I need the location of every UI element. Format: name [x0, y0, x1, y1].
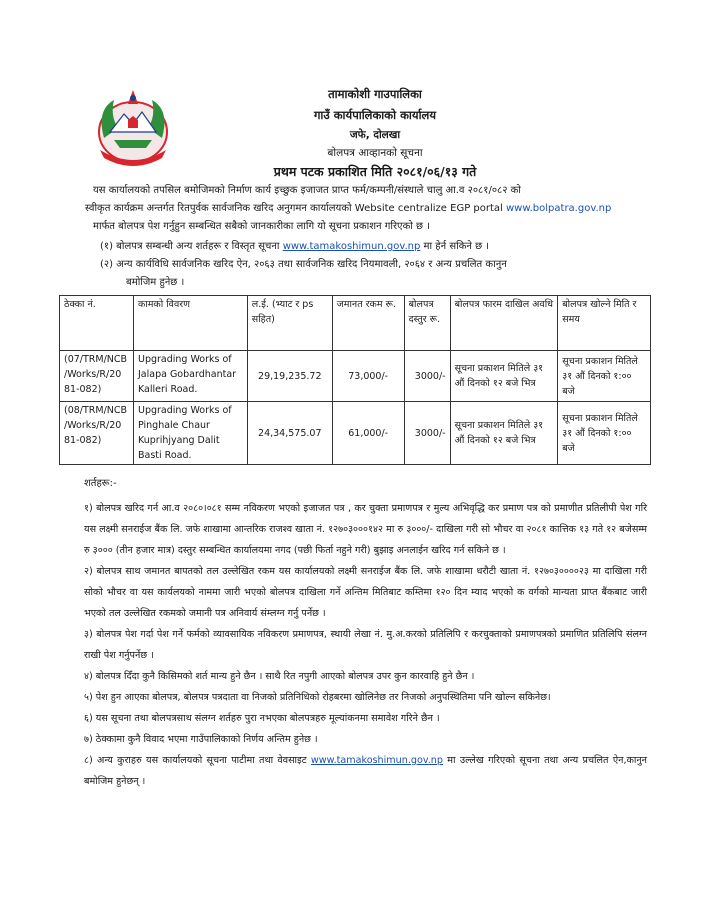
contract-no-cell: (07/TRM/NCB /Works/R/20 81-082) [60, 351, 134, 402]
note-1-tail: मा हेर्न सकिने छ । [420, 241, 490, 252]
submission-period-cell: सूचना प्रकाशन मितिले ३१ औं दिनको १२ बजे भित्र [450, 402, 558, 465]
term-item: ४) बोलपत्र दिँदा कुनै किसिमको शर्त मान्य हुने छैन । साथै रित नपुगी आएको बोलपत्र उपर कुन कारवाहि हुने छैन । [84, 671, 475, 682]
term-item: १) बोलपत्र खरिद गर्न आ.व २०८०।०८१ सम्म नविकरण भएको इजाजत पत्र , कर चुक्ता प्रमाणपत्र र मुल्य अभिवृद्धि कर प्रमाण पत्र को प्रमाणीत प्रतिलीपी पेश गरि यस लक्ष्मी सनराईज बैंक लि. जफे शाखामा आन्तरिक राजश्व खाता नं. १२७०३०००१४२ मा रु ३०००/- दाखिला गरी सो भौचर वा २०८१ कात्तिक १३ गते १२ बजेसम्म रु ३००० (तीन हजार मात्र) दस्तुर सम्बन्धित कार्यालयमा नगद (पछी फिर्ता नहुने गरी) बुझाइ अनलाईन खरिद गर्न सकिने छ । [84, 503, 647, 556]
office-name: गाउँ कार्यपालिकाको कार्यालय [313, 108, 437, 122]
submission-period-cell: सूचना प्रकाशन मितिले ३१ औं दिनको १२ बजे भित्र [450, 351, 558, 402]
note-item-2: (२) अन्य कार्यविधि सार्वजनिक खरिद ऐन, २०६३ तथा सार्वजनिक खरिद नियमावली, २०६४ र अन्य प्रचलित कानुन [100, 259, 507, 270]
col-header-work-description: कामको विवरण [133, 296, 247, 351]
intro-line-3: मार्फत बोलपत्र पेश गर्नुहुन सम्बन्धित सबैको जानकारीका लागि यो सूचना प्रकाशन गरिएको छ । [93, 221, 431, 232]
term-item: ५) पेश हुन आएका बोलपत्र, बोलपत्र पत्रदाता वा निजको प्रतिनिधिको रोहबरमा खोलिनेछ तर निजको अनुपस्थितिमा पनि खोल्न सकिनेछ। [84, 692, 551, 703]
cost-estimate-cell: 29,19,235.72 [247, 351, 332, 402]
intro-line-2-text: स्वीकृत कार्यक्रम अन्तर्गत रितपुर्वक सार्वजनिक खरिद अनुगमन कार्यालयको Website centralize EGP portal [85, 203, 506, 214]
table-row [60, 351, 651, 402]
bolpatra-link[interactable]: www.bolpatra.gov.np [506, 203, 612, 214]
table-header-row [60, 296, 651, 351]
work-description-cell: Upgrading Works of Jalapa Gobardhantar Kalleri Road. [133, 351, 247, 402]
bid-security-cell: 73,000/- [332, 351, 404, 402]
note-item-1 [100, 238, 620, 256]
municipality-website-link[interactable]: www.tamakoshimun.gov.np [310, 755, 443, 766]
col-header-bid-security: जमानत रकम रू. [332, 296, 404, 351]
term-item: ३) बोलपत्र पेश गर्दा पेश गर्ने फर्मको व्यावसायिक नविकरण प्रमाणपत्र, स्थायी लेखा नं. मु.अ.करको प्रतिलिपि र करचुक्ताको प्रमाणपत्रको प्रमाणित प्रतिलिपि संलग्न राखी पेश गर्नुपर्नेछ । [84, 629, 647, 661]
bid-fee-cell: 3000/- [404, 351, 450, 402]
tender-table [59, 295, 651, 465]
term-8-text: ८) अन्य कुराहरु यस कार्यालयको सूचना पाटीमा तथा वेवसाइट [84, 755, 311, 766]
office-address: जफे, दोलखा [349, 129, 401, 141]
municipality-website-link[interactable]: www.tamakoshimun.gov.np [282, 241, 421, 252]
table-row [60, 402, 651, 465]
note-item-2-cont: बमोजिम हुनेछ । [126, 277, 185, 288]
terms-list [84, 498, 647, 792]
term-item: २) बोलपत्र साथ जमानत बापतको तल उल्लेखित रकम यस कार्यालयको लक्ष्मी सनराईज बैंक लि. जफे शाखामा धरौटी खाता नं. १२७०३००००२३ मा दाखिला गरी सोको भौचर वा यस कार्यलयको नाममा जारी भएको बोलपत्र दाखिला गर्ने अन्तिम मितिबाट कम्तिमा १२० दिन म्याद भएको क वर्गको मान्यता प्राप्त बैंकबाट जारी भएको तल उल्लेखित रकमको जमानी पत्र अनिवार्य संम्लग्न गर्नु पर्नेछ । [84, 566, 647, 619]
term-8-tail: मा उल्लेख गरिएको सूचना तथा अन्य प्रचलित ऐन,कानुन बमोजिम हुनेछन् । [84, 755, 648, 787]
cost-estimate-cell: 24,34,575.07 [247, 402, 332, 465]
col-header-cost-estimate: ल.ई. (भ्याट र ps सहित) [247, 296, 332, 351]
col-header-bid-fee: बोलपत्र दस्तुर रू. [404, 296, 450, 351]
terms-title: शर्तहरू:- [84, 478, 117, 489]
notes-list [100, 238, 620, 292]
bid-fee-cell: 3000/- [404, 402, 450, 465]
term-item-8 [84, 750, 647, 792]
intro-line-1: यस कार्यालयको तपसिल बमोजिमको निर्माण कार्य इच्छुक इजाजत प्राप्त फर्म/कम्पनी/संस्थाले चालु आ.व २०८१/०८२ को [93, 185, 521, 196]
col-header-submission-period: बोलपत्र फारम दाखिल अवधि [450, 296, 558, 351]
note-1-text: (१) बोलपत्र सम्बन्धी अन्य शर्तहरू र विस्तृत सूचना [100, 241, 283, 252]
bid-security-cell: 61,000/- [332, 402, 404, 465]
intro-paragraph [85, 182, 629, 236]
notice-type: बोलपत्र आव्हानको सूचना [327, 147, 423, 159]
opening-time-cell: सूचना प्रकाशन मितिले ३१ औं दिनको १:०० बजे [558, 402, 651, 465]
col-header-contract-no: ठेक्का नं. [60, 296, 134, 351]
col-header-opening-time: बोलपत्र खोल्ने मिति र समय [558, 296, 651, 351]
intro-line-2 [85, 200, 629, 218]
contract-no-cell: (08/TRM/NCB /Works/R/20 81-082) [60, 402, 134, 465]
publication-date: प्रथम पटक प्रकाशित मिति २०८१/०६/१३ गते [273, 164, 477, 179]
opening-time-cell: सूचना प्रकाशन मितिले ३१ औं दिनको १:०० बजे [558, 351, 651, 402]
organization-name: तामाकोशी गाउपालिका [328, 87, 422, 101]
term-item: ७) ठेक्कामा कुनै विवाद भएमा गाउँपालिकाको निर्णय अन्तिम हुनेछ । [84, 734, 318, 745]
term-item: ६) यस सूचना तथा बोलपत्रसाथ संलग्न शर्तहरु पुरा नभएका बोलपत्रहरु मूल्यांकनमा समावेश गरिने छैन । [84, 713, 440, 724]
work-description-cell: Upgrading Works of Pinghale Chaur Kuprihjyang Dalit Basti Road. [133, 402, 247, 465]
